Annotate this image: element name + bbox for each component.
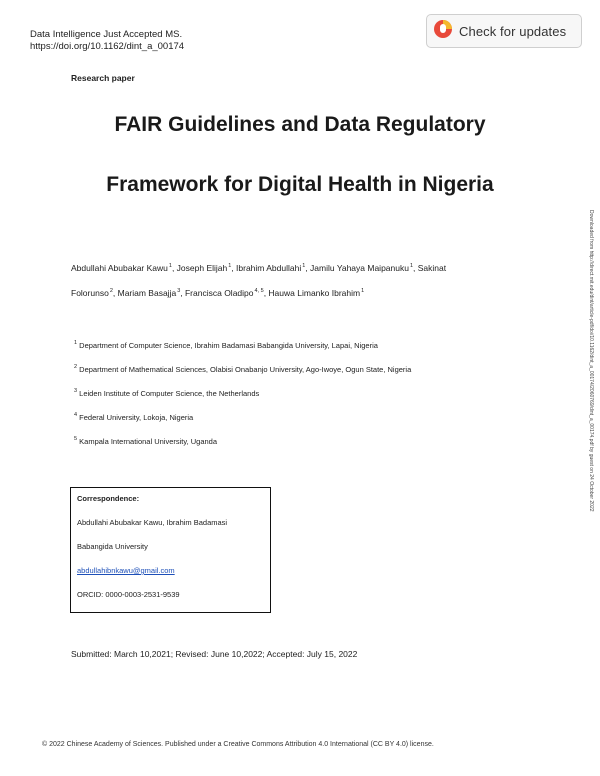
- affiliation-text: Federal University, Lokoja, Nigeria: [79, 413, 194, 422]
- author-sup: 1: [228, 263, 232, 269]
- author-name-part1: Sakinat: [417, 263, 447, 273]
- check-for-updates-badge[interactable]: [426, 14, 582, 48]
- title-line-1: FAIR Guidelines and Data Regulatory: [114, 113, 486, 136]
- author-name: Jamilu Yahaya Maipanuku: [310, 263, 409, 273]
- license-footer: © 2022 Chinese Academy of Sciences. Published under a Creative Commons Attribution 4.0 International (CC BY 4.0) license.: [42, 741, 434, 748]
- correspondence-orcid: ORCID: 0000-0003-2531-9539: [77, 590, 180, 599]
- author-sup: 1: [302, 263, 306, 269]
- affiliation-1: [73, 340, 378, 350]
- affiliation-num: 4: [74, 412, 78, 418]
- affiliation-num: 3: [74, 388, 78, 394]
- author-name: Abdullahi Abubakar Kawu: [71, 263, 168, 273]
- authors-line-2: Folorunso$^2$, Mariam Basajja$^3$, Francisca Oladipo$^{4, 5}$, Hauwa Limanko Ibrahim$^1$: [71, 288, 365, 298]
- author-name-part2: Folorunso: [71, 288, 109, 298]
- author-sup: 1: [168, 263, 172, 269]
- affiliation-num: 5: [74, 436, 78, 442]
- authors-line-1: Abdullahi Abubakar Kawu$^1$, Joseph Elijah$^1$, Ibrahim Abdullahi$^1$, Jamilu Yahaya Maipanuku$^1$, Sakinat: [71, 263, 447, 273]
- download-sidebar-note: Downloaded from http://direct.mit.edu/dint/article-pdf/doi/10.1162/dint_a_00174/2060769/dint_a_00174.pdf by guest on 24 October 2022: [588, 210, 594, 512]
- affiliation-num: 1: [74, 340, 78, 346]
- check-updates-label: Check for updates: [459, 23, 567, 39]
- correspondence-email-link[interactable]: abdullahibnkawu@gmail.com: [77, 566, 175, 575]
- author-name: Ibrahim Abdullahi: [236, 263, 302, 273]
- correspondence-title: Correspondence:: [77, 494, 140, 503]
- affiliation-2: [73, 364, 411, 374]
- author-sup: 1: [409, 263, 414, 269]
- author-sup: 3: [177, 288, 181, 294]
- author-sup: 2: [109, 288, 113, 294]
- doi-line[interactable]: https://doi.org/10.1162/dint_a_00174: [30, 41, 185, 52]
- affiliation-text: Department of Mathematical Sciences, Olabisi Onabanjo University, Ago-Iwoye, Ogun State, Nigeria: [79, 365, 412, 374]
- submission-dates: Submitted: March 10,2021; Revised: June 10,2022; Accepted: July 15, 2022: [71, 649, 358, 659]
- affiliation-text: Leiden Institute of Computer Science, the Netherlands: [79, 389, 260, 398]
- correspondence-name-line-2: Babangida University: [77, 542, 148, 551]
- affiliation-text: Kampala International University, Uganda: [79, 437, 218, 446]
- check-updates-icon: [433, 19, 453, 44]
- author-name: Mariam Basajja: [117, 288, 177, 298]
- affiliation-3: [73, 388, 259, 398]
- author-name: Francisca Oladipo: [184, 288, 254, 298]
- journal-line: Data Intelligence Just Accepted MS.: [30, 29, 183, 40]
- article-type: Research paper: [71, 73, 135, 83]
- affiliation-5: [73, 436, 217, 446]
- correspondence-name-line-1: Abdullahi Abubakar Kawu, Ibrahim Badamasi: [77, 518, 228, 527]
- author-sup: 1: [361, 288, 365, 294]
- author-sup: 4, 5: [254, 288, 264, 294]
- title-line-2: Framework for Digital Health in Nigeria: [106, 173, 494, 196]
- author-name: Hauwa Limanko Ibrahim: [268, 288, 361, 298]
- correspondence-box: [70, 487, 271, 613]
- affiliation-4: [73, 412, 193, 422]
- affiliation-num: 2: [74, 364, 78, 370]
- author-name: Joseph Elijah: [176, 263, 228, 273]
- affiliation-text: Department of Computer Science, Ibrahim Badamasi Babangida University, Lapai, Nigeria: [79, 341, 378, 350]
